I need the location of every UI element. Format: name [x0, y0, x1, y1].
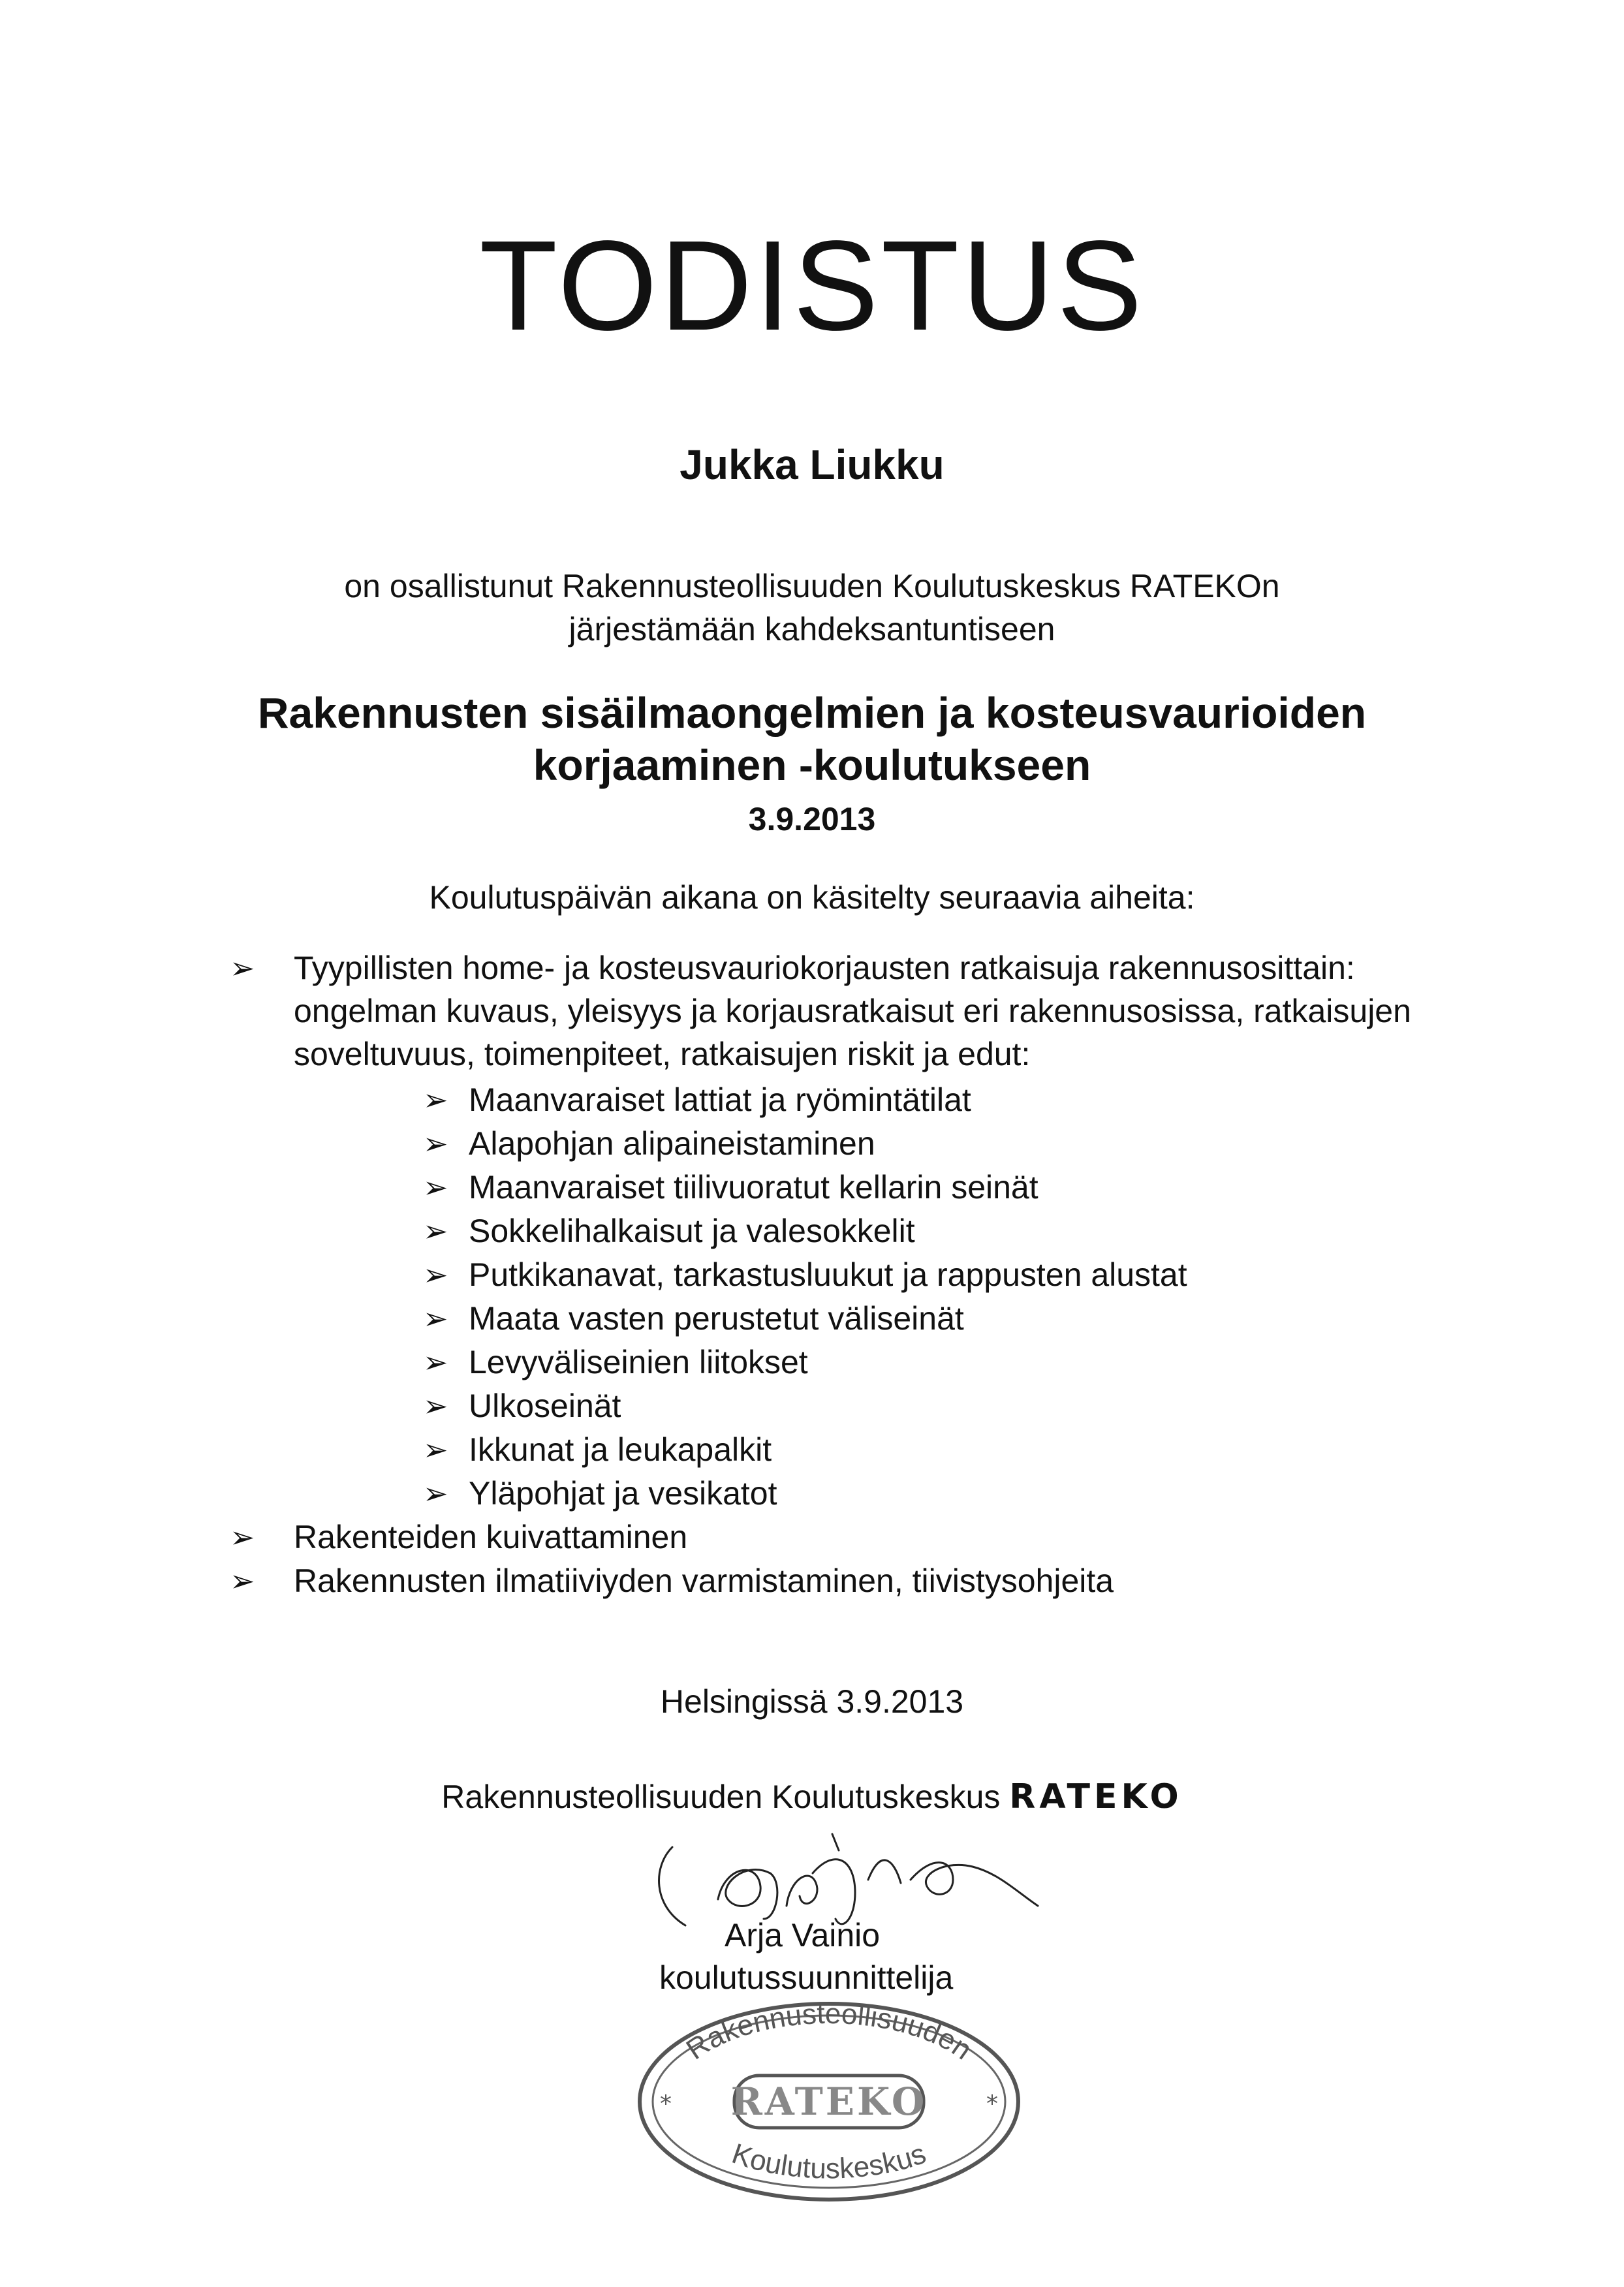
bullet-arrow-icon: ➢ [423, 1170, 448, 1204]
bullet-arrow-icon: ➢ [423, 1214, 448, 1248]
signer-title: koulutussuunnittelija [659, 1959, 954, 1996]
bullet-arrow-icon: ➢ [423, 1476, 448, 1510]
topic-main-1-line: ongelman kuvaus, yleisyys ja korjausratkaisut eri rakennusosissa, ratkaisujen [294, 993, 1411, 1029]
topic-main-3: Rakennusten ilmatiiviyden varmistaminen, tiivistysohjeita [294, 1563, 1114, 1599]
topic-subitem: Maanvaraiset lattiat ja ryömintätilat [469, 1081, 971, 1118]
stamp-center-text: RATEKO [730, 2079, 928, 2124]
bullet-arrow-icon: ➢ [423, 1433, 448, 1467]
bullet-arrow-icon: ➢ [423, 1389, 448, 1423]
place-date: Helsingissä 3.9.2013 [660, 1683, 964, 1720]
bullet-arrow-icon: ➢ [230, 951, 255, 985]
topic-main-1-line: Tyypillisten home- ja kosteusvauriokorjausten ratkaisuja rakennusosittain: [294, 950, 1355, 986]
topic-subitem: Ikkunat ja leukapalkit [469, 1431, 772, 1468]
course-title-line-1: Rakennusten sisäilmaongelmien ja kosteusvaurioiden [257, 689, 1367, 737]
bullet-arrow-icon: ➢ [423, 1345, 448, 1379]
course-title [0, 687, 1624, 791]
topic-main-1 [294, 946, 1411, 1076]
topic-subitem: Sokkelihalkaisut ja valesokkelit [469, 1213, 915, 1249]
topic-main-2: Rakenteiden kuivattaminen [294, 1519, 688, 1555]
bullet-arrow-icon: ➢ [230, 1564, 255, 1598]
bullet-arrow-icon: ➢ [230, 1520, 255, 1554]
topic-subitem: Alapohjan alipaineistaminen [469, 1125, 875, 1162]
bullet-arrow-icon: ➢ [423, 1083, 448, 1117]
bullet-arrow-icon: ➢ [423, 1127, 448, 1160]
svg-text:Rakennusteollisuuden [681, 1998, 978, 2066]
intro-line-2: järjestämään kahdeksantuntiseen [569, 611, 1055, 647]
organization-name: Rakennusteollisuuden Koulutuskeskus [441, 1779, 1001, 1815]
stamp-star-left-icon: * [660, 2091, 672, 2117]
certificate-title: TODISTUS [479, 214, 1145, 357]
bullet-arrow-icon: ➢ [423, 1258, 448, 1292]
stamp-top-text: Rakennusteollisuuden [680, 1997, 978, 2066]
intro-line-1: on osallistunut Rakennusteollisuuden Koulutuskeskus RATEKOn [344, 568, 1280, 604]
recipient-name: Jukka Liukku [679, 441, 945, 488]
topic-subitem: Ulkoseinät [469, 1388, 621, 1424]
rateko-stamp [627, 1994, 1031, 2209]
organization-logo-text: RATEKO [1009, 1777, 1183, 1816]
organization-line [0, 1777, 1624, 1816]
svg-text:Koulutuskeskus [728, 2138, 930, 2185]
bullet-arrow-icon: ➢ [423, 1301, 448, 1335]
topic-subitem: Levyväliseinien liitokset [469, 1344, 808, 1380]
topic-subitem: Putkikanavat, tarkastusluukut ja rappusten alustat [469, 1256, 1187, 1293]
course-title-line-2: korjaaminen -koulutukseen [533, 741, 1091, 789]
topic-subitem: Maanvaraiset tiilivuoratut kellarin seinät [469, 1169, 1038, 1206]
signer-name: Arja Vainio [725, 1917, 881, 1953]
topic-main-1-line: soveltuvuus, toimenpiteet, ratkaisujen riskit ja edut: [294, 1036, 1031, 1072]
course-date: 3.9.2013 [748, 801, 876, 837]
topic-subitem: Yläpohjat ja vesikatot [469, 1475, 777, 1512]
stamp-star-right-icon: * [986, 2091, 998, 2117]
topics-intro: Koulutuspäivän aikana on käsitelty seuraavia aiheita: [429, 879, 1195, 916]
topic-subitem: Maata vasten perustetut väliseinät [469, 1300, 964, 1337]
intro-text [0, 565, 1624, 651]
stamp-bottom-text: Koulutuskeskus [728, 2137, 930, 2185]
